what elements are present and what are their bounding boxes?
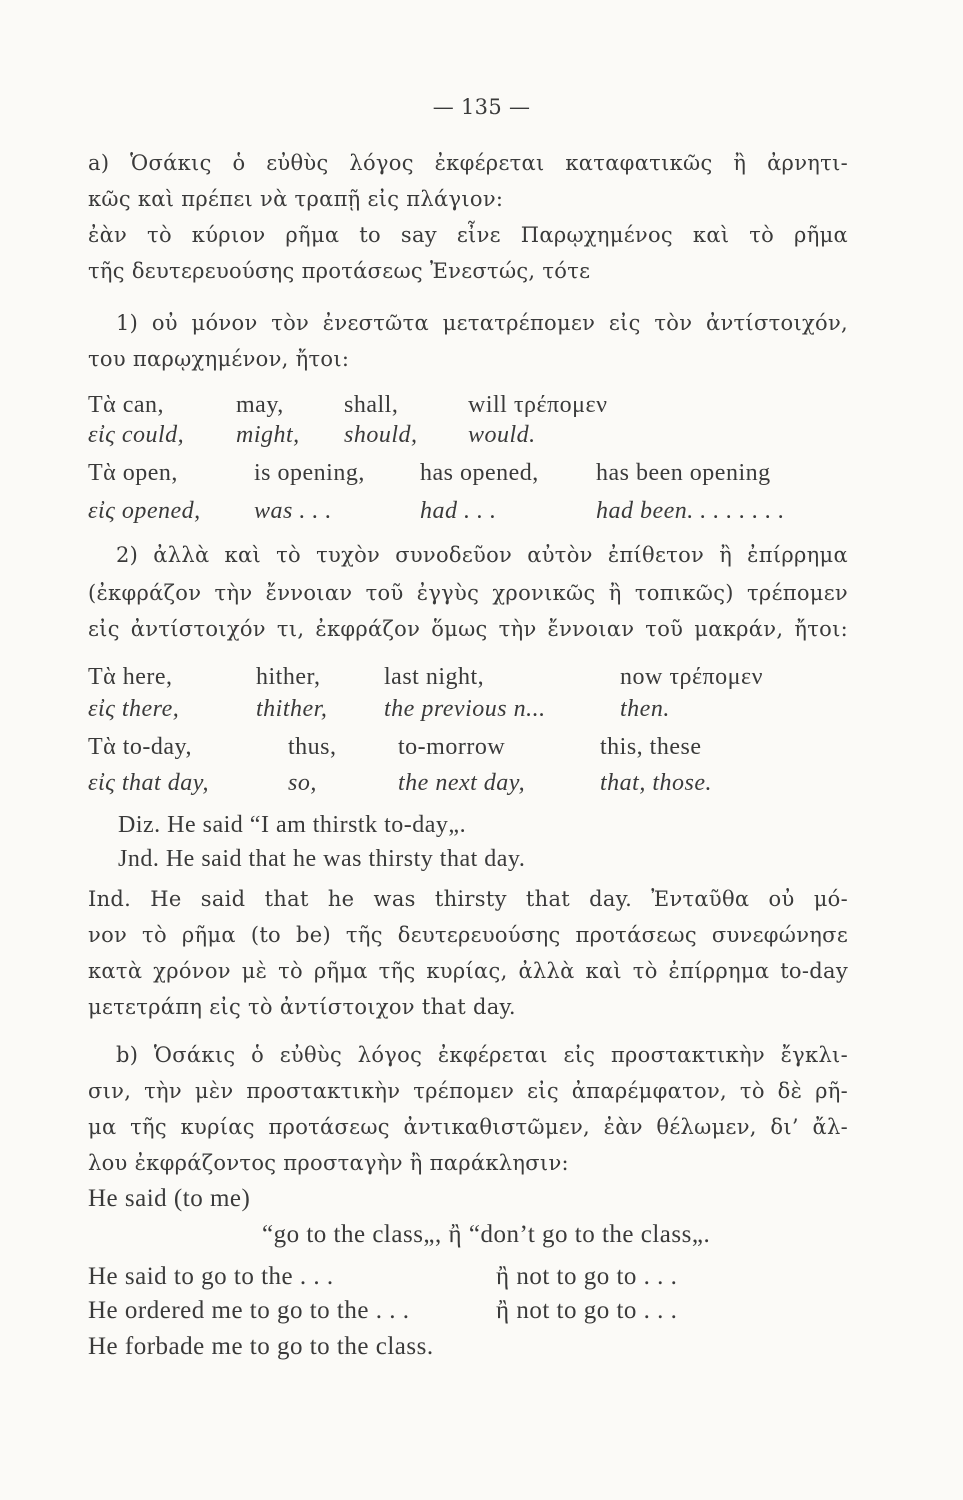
imperative-example-4 xyxy=(88,1294,848,1328)
section-b-line-4: λου ἐκφράζοντος προσταγὴν ἢ παράκλησιν: xyxy=(88,1151,569,1175)
explanation-line-3: κατὰ χρόνον μὲ τὸ ρῆμα τῆς κυρίας, ἀλλὰ καὶ τὸ ἐπίρρημα to-day xyxy=(88,959,848,983)
modal-cell: εἰς opened, xyxy=(88,498,201,524)
section-a-line-3: ἐὰν τὸ κύριον ρῆμα to say εἶνε Παρῳχημένος καὶ τὸ ρῆμα xyxy=(88,223,848,247)
section-b-line-2: σιν, τὴν μὲν προστακτικὴν τρέπομεν εἰς ἀπαρέμφατον, τὸ δὲ ρῆ- xyxy=(88,1079,848,1103)
section-b-line-3: μα τῆς κυρίας προτάσεως ἀντικαθιστῶμεν, ἐὰν θέλωμεν, δι’ ἄλ- xyxy=(88,1115,848,1139)
modal-cell: Τὰ can, xyxy=(88,392,165,418)
imperative-example-2: “go to the class„, ἢ “don’t go to the class„. xyxy=(262,1221,711,1248)
modal-cell: will τρέπομεν xyxy=(468,392,608,418)
adverb-cell: thither, xyxy=(256,696,328,722)
adverb-cell: then. xyxy=(620,696,670,722)
adverb-cell: the previous n... xyxy=(384,696,546,722)
modal-cell: Τὰ open, xyxy=(88,460,178,486)
example-indirect-2: Ind. He said that he was thirsty that day. Ἐνταῦθα οὐ μό- xyxy=(88,887,848,911)
imperative-example-3 xyxy=(88,1260,848,1294)
modal-table-row-4 xyxy=(88,494,848,528)
adverb-cell: now τρέπομεν xyxy=(620,664,763,690)
page-number: — 135 — xyxy=(432,95,531,119)
example-indirect-1: Jnd. He said that he was thirsty that day. xyxy=(118,846,526,872)
adverb-table-row-1 xyxy=(88,660,848,694)
section-a-line-2: κῶς καὶ πρέπει νὰ τραπῇ εἰς πλάγιον: xyxy=(88,187,504,211)
modal-cell: would. xyxy=(468,422,536,448)
explanation-line-4: μετετράπη εἰς τὸ ἀντίστοιχον that day. xyxy=(88,995,516,1019)
modal-cell: was . . . xyxy=(254,498,332,524)
modal-cell: has opened, xyxy=(420,460,539,486)
adverb-cell: the next day, xyxy=(398,770,526,796)
section-a-line-1: a) Ὁσάκις ὁ εὐθὺς λόγος ἐκφέρεται καταφατικῶς ἢ ἀρνητι- xyxy=(88,151,848,175)
modal-cell: should, xyxy=(344,422,418,448)
modal-cell: εἰς could, xyxy=(88,422,185,448)
section-b-line-1: b) Ὁσάκις ὁ εὐθὺς λόγος ἐκφέρεται εἰς προστακτικὴν ἔγκλι- xyxy=(116,1043,848,1067)
modal-cell: might, xyxy=(236,422,300,448)
adverb-cell: to-morrow xyxy=(398,734,506,760)
adverb-cell: hither, xyxy=(256,664,321,690)
modal-cell: shall, xyxy=(344,392,399,418)
adverb-cell: εἰς that day, xyxy=(88,770,210,796)
adverb-cell: so, xyxy=(288,770,317,796)
imperative-example-4a: He ordered me to go to the . . . xyxy=(88,1297,410,1324)
modal-cell: had . . . xyxy=(420,498,497,524)
adverb-cell: this, these xyxy=(600,734,702,760)
adverb-table-row-2 xyxy=(88,692,848,726)
modal-cell: may, xyxy=(236,392,284,418)
example-direct: Diz. He said “I am thirstk to-day„. xyxy=(118,812,467,838)
imperative-example-4b: ἢ not to go to . . . xyxy=(496,1297,678,1324)
adverb-cell: last night, xyxy=(384,664,485,690)
modal-table-row-2 xyxy=(88,418,848,452)
modal-table-row-1 xyxy=(88,388,848,422)
adverb-cell: thus, xyxy=(288,734,337,760)
section-a-line-5: 1) οὐ μόνον τὸν ἐνεστῶτα μετατρέπομεν εἰς τὸν ἀντίστοιχόν, xyxy=(116,311,848,335)
section-a-line-4: τῆς δευτερευούσης προτάσεως Ἐνεστώς, τότε xyxy=(88,259,591,283)
modal-table-row-3 xyxy=(88,456,848,490)
imperative-example-3b: ἢ not to go to . . . xyxy=(496,1263,678,1290)
section-2-line-3: εἰς ἀντίστοιχόν τι, ἐκφράζον ὅμως τὴν ἔννοιαν τοῦ μακράν, ἤτοι: xyxy=(88,617,848,641)
modal-cell: has been opening xyxy=(596,460,771,486)
imperative-example-3a: He said to go to the . . . xyxy=(88,1263,334,1290)
adverb-cell: Τὰ to-day, xyxy=(88,734,192,760)
section-a-line-6: του παρῳχημένον, ἤτοι: xyxy=(88,347,350,371)
section-2-line-2: (ἐκφράζον τὴν ἔννοιαν τοῦ ἐγγὺς χρονικῶς ἢ τοπικῶς) τρέπομεν xyxy=(88,581,848,605)
modal-cell: is opening, xyxy=(254,460,365,486)
adverb-table-row-4 xyxy=(88,766,848,800)
adverb-cell: εἰς there, xyxy=(88,696,180,722)
adverb-table-row-3 xyxy=(88,730,848,764)
section-2-line-1: 2) ἀλλὰ καὶ τὸ τυχὸν συνοδεῦον αὐτὸν ἐπίθετον ἢ ἐπίρρημα xyxy=(116,543,848,567)
modal-cell: had been. . . . . . . . xyxy=(596,498,785,524)
imperative-example-5: He forbade me to go to the class. xyxy=(88,1333,434,1360)
adverb-cell: that, those. xyxy=(600,770,712,796)
adverb-cell: Τὰ here, xyxy=(88,664,173,690)
imperative-example-1: He said (to me) xyxy=(88,1185,251,1212)
explanation-line-2: νον τὸ ρῆμα (to be) τῆς δευτερευούσης προτάσεως συνεφώνησε xyxy=(88,923,848,947)
